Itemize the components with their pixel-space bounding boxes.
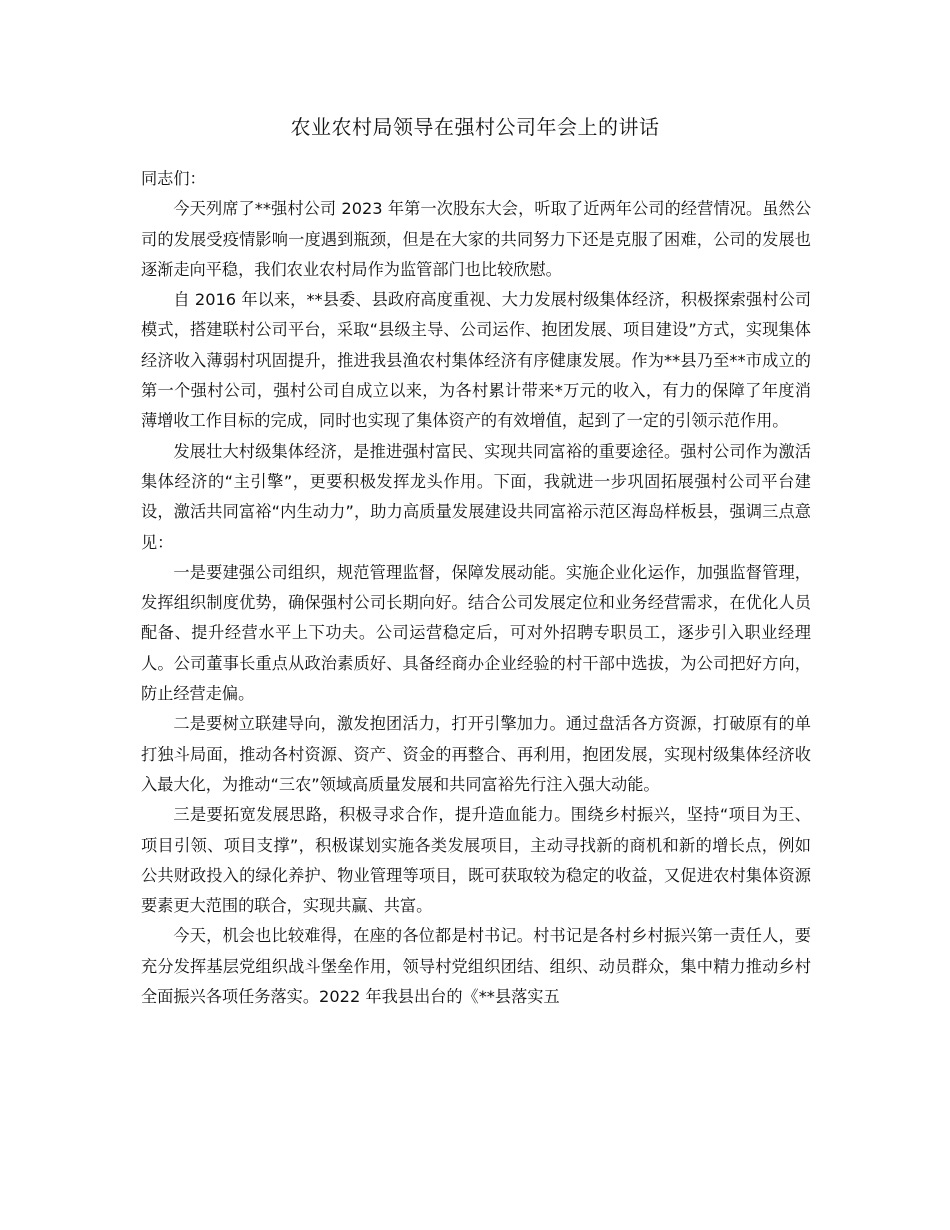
paragraph-village-secretaries: 今天，机会也比较难得，在座的各位都是村书记。村书记是各村乡村振兴第一责任人，要充分发挥基层党组织战斗堡垒作用，领导村党组织团结、组织、动员群众，集中精力推动乡村全面振兴各项任务落实。2022 年我县出台的《**县落实五 bbox=[141, 926, 811, 1007]
document-title: 农业农村局领导在强村公司年会上的讲话 bbox=[290, 115, 660, 139]
salutation: 同志们： bbox=[141, 169, 206, 188]
paragraph-importance: 发展壮大村级集体经济，是推进强村富民、实现共同富裕的重要途径。强村公司作为激活集体经济的“主引擎”，更要积极发挥龙头作用。下面，我就进一步巩固拓展强村公司平台建设，激活共同富裕“内生动力”，助力高质量发展建设共同富裕示范区海岛样板县，强调三点意见： bbox=[141, 441, 811, 552]
paragraph-background: 自 2016 年以来，**县委、县政府高度重视、大力发展村级集体经济，积极探索强村公司模式，搭建联村公司平台，采取“县级主导、公司运作、抱团发展、项目建设”方式，实现集体经济收入薄弱村巩固提升，推进我县渔农村集体经济有序健康发展。作为**县乃至**市成立的第一个强村公司，强村公司自成立以来，为各村累计带来*万元的收入，有力的保障了年度消薄增收工作目标的完成，同时也实现了集体资产的有效增值，起到了一定的引领示范作用。 bbox=[141, 290, 811, 431]
document-body bbox=[141, 164, 811, 1012]
paragraph-point-two: 二是要树立联建导向，激发抱团活力，打开引擎加力。通过盘活各方资源，打破原有的单打独斗局面，推动各村资源、资产、资金的再整合、再利用，抱团发展，实现村级集体经济收入最大化，为推动“三农”领域高质量发展和共同富裕先行注入强大动能。 bbox=[141, 714, 811, 794]
paragraph-intro: 今天列席了**强村公司 2023 年第一次股东大会，听取了近两年公司的经营情况。虽然公司的发展受疫情影响一度遇到瓶颈，但是在大家的共同努力下还是克服了困难，公司的发展也逐渐走向平稳，我们农业农村局作为监管部门也比较欣慰。 bbox=[141, 199, 811, 279]
paragraph-point-one: 一是要建强公司组织，规范管理监督，保障发展动能。实施企业化运作，加强监督管理，发挥组织制度优势，确保强村公司长期向好。结合公司发展定位和业务经营需求，在优化人员配备、提升经营水平上下功夫。公司运营稳定后，可对外招聘专职员工，逐步引入职业经理人。公司董事长重点从政治素质好、具备经商办企业经验的村干部中选拔，为公司把好方向，防止经营走偏。 bbox=[141, 562, 811, 704]
paragraph-point-three: 三是要拓宽发展思路，积极寻求合作，提升造血能力。围绕乡村振兴，坚持“项目为王、项目引领、项目支撑”，积极谋划实施各类发展项目，主动寻找新的商机和新的增长点，例如公共财政投入的绿化养护、物业管理等项目，既可获取较为稳定的收益，又促进农村集体资源要素更大范围的联合，实现共赢、共富。 bbox=[141, 805, 811, 916]
